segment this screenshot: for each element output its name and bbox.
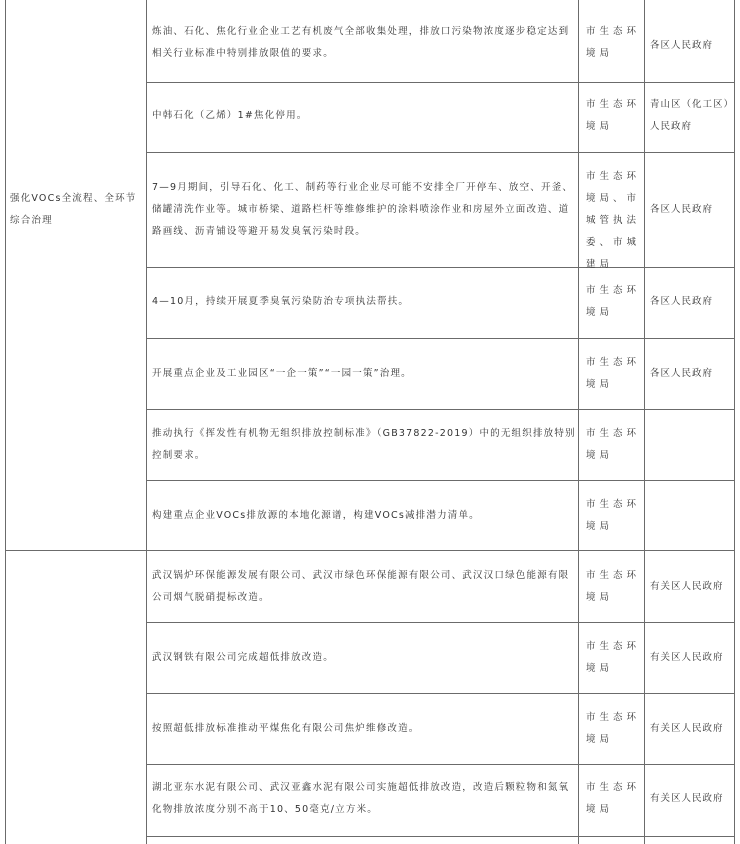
task-cell: 7—9月期间，引导石化、化工、制药等行业企业尽可能不安排全厂开停车、放空、开釜、储罐清洗作业等。城市桥梁、道路栏杆等维修维护的涂料喷涂作业和房屋外立面改造、道路画线、沥青铺设等避开易发臭氧污染时段。 <box>152 182 574 237</box>
table-border-left <box>5 0 6 844</box>
lead-dept-cell: 市生态环境局 <box>586 570 641 603</box>
lead-dept-cell: 市生态环境局 <box>586 26 641 59</box>
lead-dept-cell: 市生态环境局 <box>586 99 641 132</box>
task-cell: 按照超低排放标准推动平煤焦化有限公司焦炉维修改造。 <box>152 723 420 734</box>
row-divider <box>146 480 734 481</box>
row-divider <box>146 622 734 623</box>
responsible-cell: 各区人民政府 <box>650 296 714 307</box>
responsible-cell: 有关区人民政府 <box>650 793 724 804</box>
row-divider <box>146 152 734 153</box>
lead-dept-cell: 市生态环境局 <box>586 641 641 674</box>
task-cell: 炼油、石化、焦化行业企业工艺有机废气全部收集处理，排放口污染物浓度逐步稳定达到相关行业标准中特别排放限值的要求。 <box>152 26 570 59</box>
lead-dept-cell: 市生态环境局 <box>586 285 641 318</box>
row-divider <box>146 82 734 83</box>
responsible-cell: 各区人民政府 <box>650 40 714 51</box>
column-divider <box>644 0 645 844</box>
task-cell: 4—10月，持续开展夏季臭氧污染防治专项执法帮扶。 <box>152 296 410 307</box>
lead-dept-cell: 市生态环境局 <box>586 782 641 815</box>
task-cell: 武汉钢铁有限公司完成超低排放改造。 <box>152 652 334 663</box>
table-border-right <box>734 0 735 844</box>
task-cell: 中韩石化（乙烯）1#焦化停用。 <box>152 110 308 121</box>
lead-dept-cell: 市生态环境局、市城管执法委、市城建局 <box>586 171 641 270</box>
lead-dept-cell: 市生态环境局 <box>586 712 641 745</box>
responsible-cell: 各区人民政府 <box>650 368 714 379</box>
category-cell: 强化VOCs全流程、全环节综合治理 <box>10 193 137 226</box>
lead-dept-cell: 市生态环境局 <box>586 357 641 390</box>
row-divider <box>146 764 734 765</box>
row-divider <box>146 693 734 694</box>
responsible-cell: 有关区人民政府 <box>650 723 724 734</box>
responsible-cell: 有关区人民政府 <box>650 652 724 663</box>
responsible-cell: 有关区人民政府 <box>650 581 724 592</box>
row-divider <box>146 267 734 268</box>
task-cell: 湖北亚东水泥有限公司、武汉亚鑫水泥有限公司实施超低排放改造，改造后颗粒物和氮氧化物排放浓度分别不高于10、50毫克/立方米。 <box>152 782 570 815</box>
task-cell: 推动执行《挥发性有机物无组织排放控制标准》（GB37822-2019）中的无组织排放特别控制要求。 <box>152 428 576 461</box>
responsible-cell: 青山区（化工区）人民政府 <box>650 99 730 132</box>
lead-dept-cell: 市生态环境局 <box>586 428 641 461</box>
column-divider <box>578 0 579 844</box>
responsible-cell: 各区人民政府 <box>650 204 714 215</box>
row-divider <box>146 338 734 339</box>
task-cell: 开展重点企业及工业园区“一企一策”“一园一策”治理。 <box>152 368 412 379</box>
row-divider <box>146 409 734 410</box>
task-cell: 构建重点企业VOCs排放源的本地化源谱，构建VOCs减排潜力清单。 <box>152 510 480 521</box>
section-divider <box>5 550 734 551</box>
lead-dept-cell: 市生态环境局 <box>586 499 641 532</box>
task-cell: 武汉锅炉环保能源发展有限公司、武汉市绿色环保能源有限公司、武汉汉口绿色能源有限公司烟气脱硝提标改造。 <box>152 570 570 603</box>
row-divider <box>146 836 734 837</box>
column-divider <box>146 0 147 844</box>
